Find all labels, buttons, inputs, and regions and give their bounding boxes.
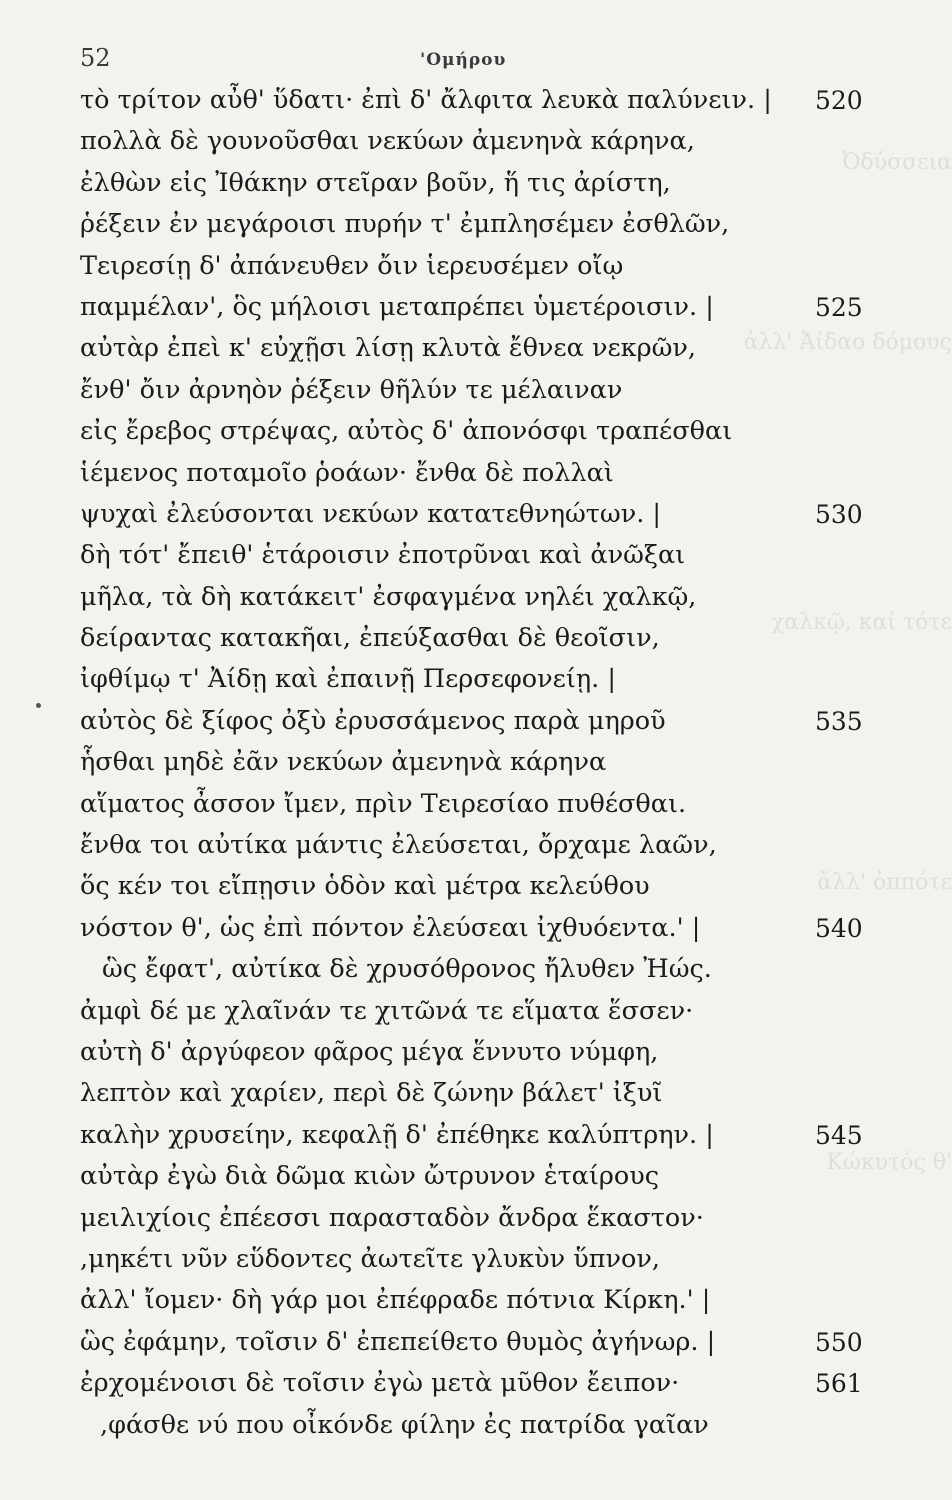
verse-line-text: μειλιχίοις ἐπέεσσι παρασταδὸν ἄνδρα ἕκαστον· [80,1202,704,1233]
verse-line [80,1239,880,1280]
verse-line [80,577,880,618]
verse-line-text: αὐτὴ δ' ἀργύφεον φᾶρος μέγα ἕννυτο νύμφη, [80,1036,659,1067]
verse-line-text: νόστον θ', ὡς ἐπὶ πόντον ἐλεύσεαι ἰχθυόεντα.' | [80,912,701,943]
verse-line [80,1198,880,1239]
verse-line [80,991,880,1032]
verse-line [80,204,880,245]
verse-line-text: ,μηκέτι νῦν εὕδοντες ἀωτεῖτε γλυκὺν ὕπνον, [80,1243,660,1274]
verse-line-text: αὐτὰρ ἐγὼ διὰ δῶμα κιὼν ὤτρυνον ἑταίρους [80,1161,660,1192]
verse-line-text: ἔνθα τοι αὐτίκα μάντις ἐλεύσεται, ὄρχαμε λαῶν, [80,830,717,861]
verse-line-text: δὴ τότ' ἔπειθ' ἑτάροισιν ἐποτρῦναι καὶ ἀνῶξαι [80,540,686,571]
verse-line [80,949,880,990]
line-number: 550 [815,1327,863,1357]
verse-line [80,1322,880,1363]
verse-line-text: ,φάσθε νύ που οἶκόνδε φίλην ἐς πατρίδα γαῖαν [100,1409,709,1440]
page-number: 52 [80,44,111,72]
verse-line [80,287,880,328]
facing-page-bleed-through: Ὀδύσσεια ἀλλ' Ἀίδαο δόμους χαλκῷ, καί τότε ἄλλ' ὁππότε Κώκυτός θ' [743,150,952,1175]
verse-line-text: αἵματος ἆσσον ἴμεν, πρὶν Τειρεσίαο πυθέσθαι. [80,788,687,819]
verse-line-text: ψυχαὶ ἐλεύσονται νεκύων κατατεθνηώτων. | [80,498,662,529]
verse-line [80,246,880,287]
verse-line-text: ἐρχομένοισι δὲ τοῖσιν ἐγὼ μετὰ μῦθον ἔειπον· [80,1368,680,1399]
verse-line-text: ἔνθ' ὄιν ἀρνηὸν ῥέξειν θῆλύν τε μέλαιναν [80,374,623,405]
verse-line-text: εἰς ἔρεβος στρέψας, αὐτὸς δ' ἀπονόσφι τραπέσθαι [80,416,733,447]
line-number: 535 [815,706,863,736]
verse-line-text: ὅς κέν τοι εἴπῃσιν ὁδὸν καὶ μέτρα κελεύθου [80,871,650,902]
page-header [80,44,860,78]
verse-line-text: δείραντας κατακῆαι, ἐπεύξασθαι δὲ θεοῖσιν, [80,623,660,654]
line-number: 540 [815,913,863,943]
verse-line [80,825,880,866]
verse-line-text: τὸ τρίτον αὖθ' ὕδατι· ἐπὶ δ' ἄλφιτα λευκὰ παλύνειν. | [80,85,772,115]
line-number: 525 [815,292,863,322]
verse-line [80,784,880,825]
verse-line [80,659,880,700]
verse-line-text: ἐλθὼν εἰς Ἰθάκην στεῖραν βοῦν, ἥ τις ἀρίστη, [80,167,671,198]
verse-line [80,370,880,411]
verse-line [80,618,880,659]
verse-line-text: πολλὰ δὲ γουνοῦσθαι νεκύων ἀμενηνὰ κάρηνα, [80,126,695,157]
verse-line-text: ἀλλ' ἴομεν· δὴ γάρ μοι ἐπέφραδε πότνια Κίρκη.' | [80,1285,711,1316]
verse-line [80,742,880,783]
verse-line [80,1405,880,1446]
verse-line-text: ἱέμενος ποταμοῖο ῥοάων· ἔνθα δὲ πολλαὶ [80,457,614,488]
verse-line [80,80,880,121]
verse-line [80,121,880,162]
verse-line [80,1156,880,1197]
verse-line [80,1363,880,1404]
verse-line [80,494,880,535]
verse-line [80,411,880,452]
verse-line [80,163,880,204]
verse-line [80,1115,880,1156]
verse-line-text: μῆλα, τὰ δὴ κατάκειτ' ἐσφαγμένα νηλέι χαλκῷ, [80,581,697,612]
line-number: 520 [815,86,863,115]
verse-line-text: ἀμφὶ δέ με χλαῖνάν τε χιτῶνά τε εἵματα ἕσσεν· [80,995,694,1026]
verse-line [80,453,880,494]
verse-line [80,1073,880,1114]
verse-line [80,328,880,369]
verse-line-text: παμμέλαν', ὃς μήλοισι μεταπρέπει ὑμετέροισιν. | [80,291,714,322]
verse-line-text: ἧσθαι μηδὲ ἐᾶν νεκύων ἀμενηνὰ κάρηνα [80,747,607,778]
line-number: 530 [815,499,863,529]
verse-block [80,80,880,1446]
margin-dot [36,703,41,708]
verse-line-text: αὐτὰρ ἐπεὶ κ' εὐχῇσι λίσῃ κλυτὰ ἔθνεα νεκρῶν, [80,333,697,364]
verse-line [80,535,880,576]
verse-line-text: καλὴν χρυσείην, κεφαλῇ δ' ἐπέθηκε καλύπτρην. | [80,1119,714,1150]
verse-line-text: λεπτὸν καὶ χαρίεν, περὶ δὲ ζώνην βάλετ' ἰξυῖ [80,1078,663,1109]
running-head: 'Ομήρου [420,50,507,70]
verse-line [80,1280,880,1321]
verse-line [80,866,880,907]
verse-line-text: Τειρεσίῃ δ' ἀπάνευθεν ὄιν ἱερευσέμεν οἴῳ [80,250,624,281]
verse-line [80,908,880,949]
line-number: 545 [815,1120,863,1150]
verse-line-text: αὐτὸς δὲ ξίφος ὀξὺ ἐρυσσάμενος παρὰ μηροῦ [80,705,666,736]
verse-line-text: ὣς ἔφατ', αὐτίκα δὲ χρυσόθρονος ἤλυθεν Ἠώς. [102,954,712,985]
verse-line [80,701,880,742]
verse-line [80,1032,880,1073]
verse-line-text: ὣς ἐφάμην, τοῖσιν δ' ἐπεπείθετο θυμὸς ἀγήνωρ. | [80,1326,716,1357]
line-number: 561 [815,1369,863,1399]
verse-line-text: ῥέξειν ἐν μεγάροισι πυρήν τ' ἐμπλησέμεν ἐσθλῶν, [80,209,730,240]
verse-line-text: ἰφθίμῳ τ' Ἀίδῃ καὶ ἐπαινῇ Περσεφονείῃ. | [80,664,616,695]
